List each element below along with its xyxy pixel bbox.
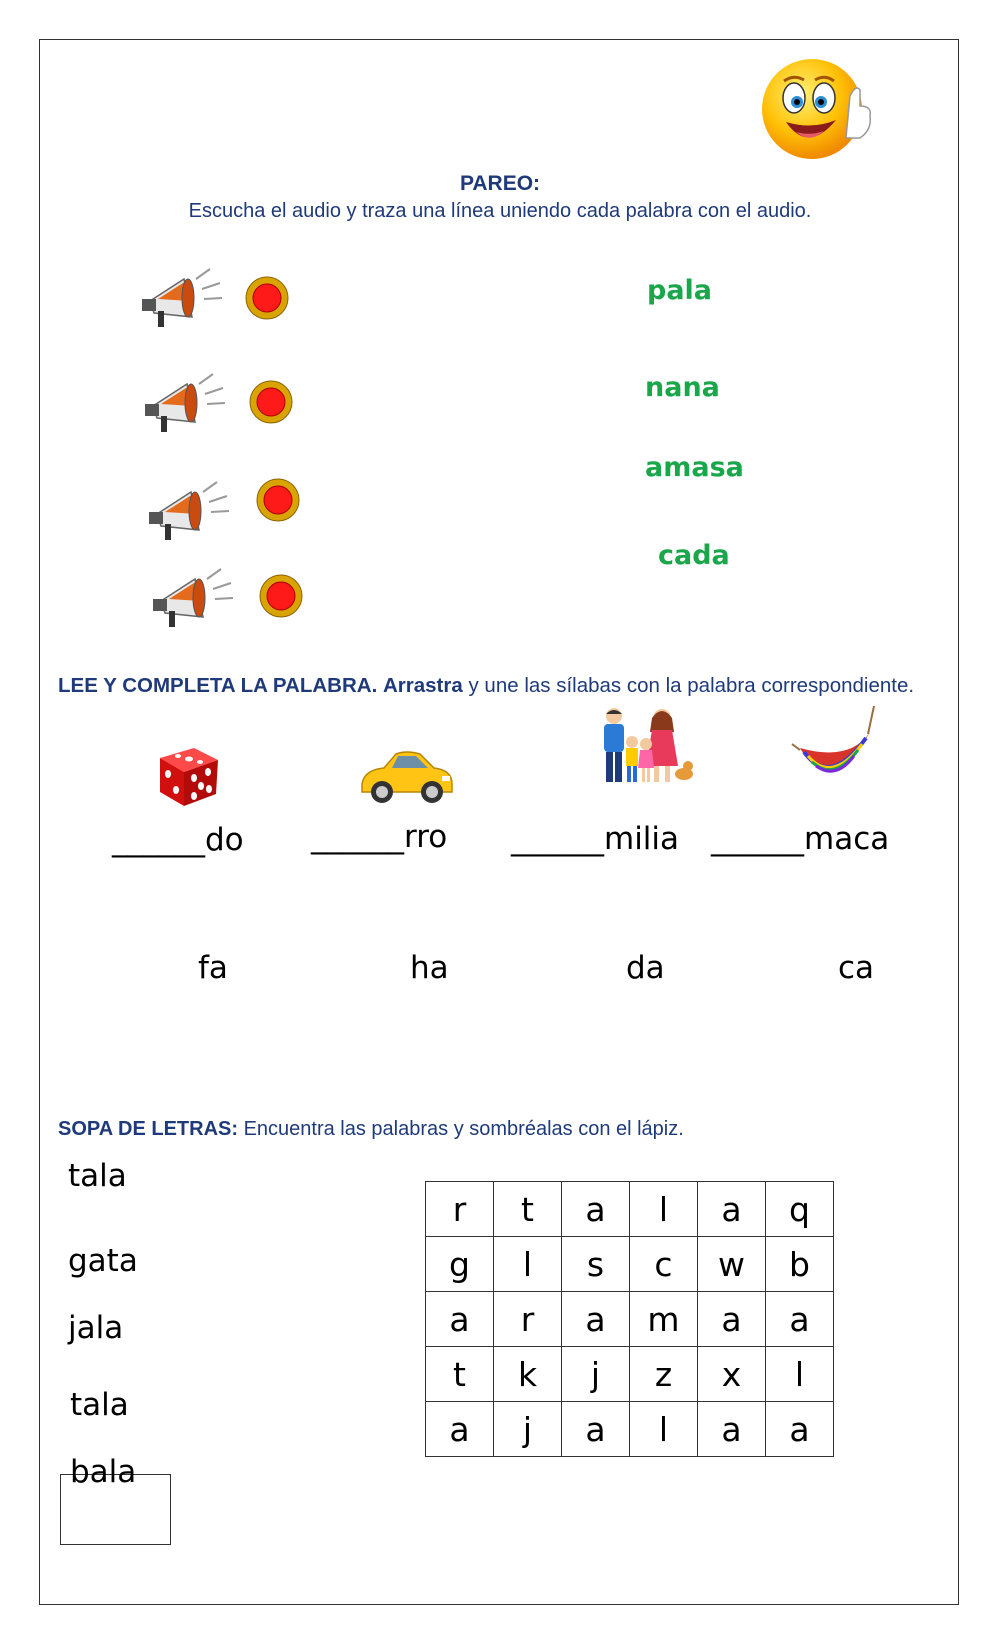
- grid-cell[interactable]: j: [562, 1347, 630, 1402]
- word-list-item: jala: [68, 1310, 124, 1346]
- complete-instruction: LEE Y COMPLETA LA PALABRA. Arrastra y une las sílabas con la palabra correspondiente.: [58, 674, 915, 697]
- grid-cell[interactable]: a: [698, 1292, 766, 1347]
- smiley-thumbs-up-icon: [760, 56, 880, 166]
- grid-cell[interactable]: z: [630, 1347, 698, 1402]
- grid-cell[interactable]: a: [698, 1402, 766, 1457]
- megaphone-icon: [147, 478, 242, 548]
- grid-cell[interactable]: r: [494, 1292, 562, 1347]
- grid-cell[interactable]: a: [426, 1292, 494, 1347]
- grid-row: [426, 1182, 834, 1237]
- word-list-item: gata: [68, 1243, 138, 1279]
- pareo-word: pala: [647, 275, 713, 306]
- megaphone-icon: [140, 265, 235, 335]
- grid-cell[interactable]: m: [630, 1292, 698, 1347]
- complete-item: ______maca: [711, 821, 890, 857]
- word-list-item: tala: [68, 1158, 127, 1194]
- audio-play-button[interactable]: [249, 380, 293, 424]
- pareo-word: cada: [658, 540, 730, 571]
- pareo-word: amasa: [645, 452, 744, 483]
- syllable-draggable[interactable]: da: [626, 950, 665, 986]
- grid-cell[interactable]: a: [698, 1182, 766, 1237]
- grid-cell[interactable]: a: [426, 1402, 494, 1457]
- complete-item: ______rro: [311, 819, 448, 855]
- grid-cell[interactable]: c: [630, 1237, 698, 1292]
- sopa-instruction: SOPA DE LETRAS: Encuentra las palabras y sombréalas con el lápiz.: [58, 1118, 684, 1140]
- grid-cell[interactable]: l: [766, 1347, 834, 1402]
- pareo-instruction: Escucha el audio y traza una línea uniendo cada palabra con el audio.: [188, 200, 812, 222]
- word-list-item: tala: [70, 1387, 129, 1423]
- grid-cell[interactable]: s: [562, 1237, 630, 1292]
- grid-cell[interactable]: a: [562, 1292, 630, 1347]
- grid-cell[interactable]: r: [426, 1182, 494, 1237]
- grid-row: [426, 1402, 834, 1457]
- grid-cell[interactable]: x: [698, 1347, 766, 1402]
- audio-play-button[interactable]: [245, 276, 289, 320]
- complete-item: ______milia: [511, 821, 680, 857]
- dice-icon: [154, 744, 222, 810]
- grid-cell[interactable]: w: [698, 1237, 766, 1292]
- syllable-draggable[interactable]: ha: [410, 950, 449, 986]
- car-icon: [358, 748, 456, 806]
- grid-cell[interactable]: a: [766, 1292, 834, 1347]
- pareo-word: nana: [645, 372, 720, 403]
- grid-cell[interactable]: a: [766, 1402, 834, 1457]
- syllable-draggable[interactable]: ca: [838, 950, 875, 986]
- grid-cell[interactable]: a: [562, 1182, 630, 1237]
- grid-cell[interactable]: k: [494, 1347, 562, 1402]
- audio-play-button[interactable]: [256, 478, 300, 522]
- grid-cell[interactable]: q: [766, 1182, 834, 1237]
- grid-cell[interactable]: j: [494, 1402, 562, 1457]
- complete-item: ______do: [112, 822, 244, 858]
- grid-cell[interactable]: t: [426, 1347, 494, 1402]
- family-icon: [592, 706, 696, 788]
- syllable-draggable[interactable]: fa: [198, 950, 228, 986]
- letter-grid: [425, 1181, 834, 1457]
- grid-row: [426, 1237, 834, 1292]
- word-list-item: bala: [70, 1454, 137, 1490]
- audio-play-button[interactable]: [259, 574, 303, 618]
- grid-cell[interactable]: b: [766, 1237, 834, 1292]
- megaphone-icon: [143, 370, 238, 440]
- grid-cell[interactable]: g: [426, 1237, 494, 1292]
- grid-cell[interactable]: a: [562, 1402, 630, 1457]
- pareo-title: PAREO:: [459, 172, 541, 195]
- grid-row: [426, 1292, 834, 1347]
- grid-row: [426, 1347, 834, 1402]
- hammock-icon: [790, 704, 880, 786]
- megaphone-icon: [151, 565, 246, 635]
- grid-cell[interactable]: l: [630, 1402, 698, 1457]
- grid-cell[interactable]: t: [494, 1182, 562, 1237]
- grid-cell[interactable]: l: [494, 1237, 562, 1292]
- grid-cell[interactable]: l: [630, 1182, 698, 1237]
